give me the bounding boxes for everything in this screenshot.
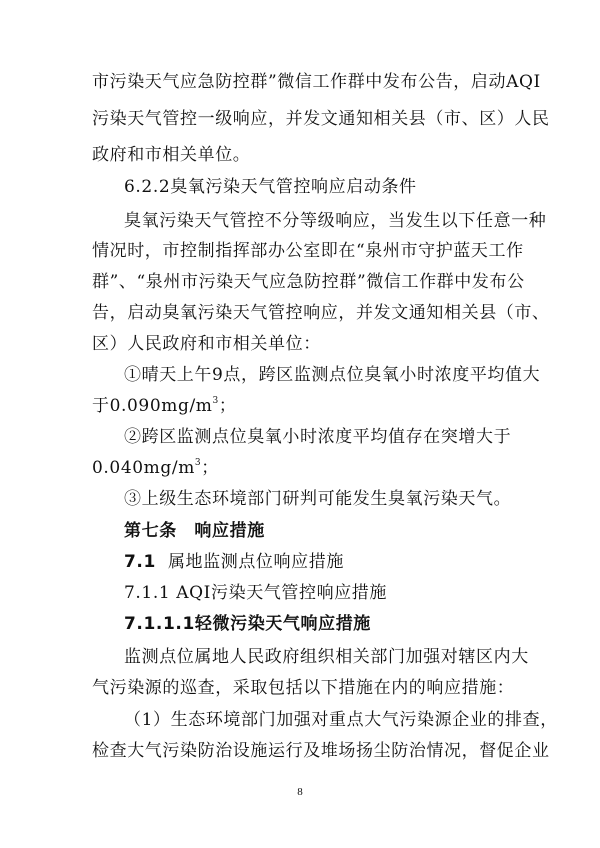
section-heading-6-2-2: 6.2.2臭氧污染天气管控响应启动条件 bbox=[124, 177, 417, 197]
text-line: 臭氧污染天气管控不分等级响应，当发生以下任意一种 bbox=[124, 211, 547, 231]
section-title: 属地监测点位响应措施 bbox=[167, 552, 344, 572]
condition-2-unit: 0.040mg/m bbox=[92, 458, 195, 478]
text-line: 气污染源的巡查，采取包括以下措施在内的响应措施： bbox=[92, 678, 515, 698]
text-line: 区）人民政府和市相关单位： bbox=[92, 334, 321, 354]
condition-2-value bbox=[92, 456, 219, 480]
condition-3-line: ③上级生态环境部门研判可能发生臭氧污染天气。 bbox=[124, 489, 512, 509]
measure-1-line: （1）生态环境部门加强对重点大气污染源企业的排查， bbox=[124, 710, 558, 730]
punctuation: ； bbox=[218, 396, 237, 416]
section-heading-7-1-1: 7.1.1 AQI污染天气管控响应措施 bbox=[124, 583, 387, 603]
text-line: 群”、“泉州市污染天气应急防控群”微信工作群中发布公 bbox=[92, 272, 525, 292]
condition-1-value bbox=[92, 394, 236, 418]
superscript: 3 bbox=[212, 396, 219, 406]
text-line: 情况时，市控制指挥部办公室即在“泉州市守护蓝天工作 bbox=[92, 241, 524, 261]
text-line: 告，启动臭氧污染天气管控响应，并发文通知相关县（市、 bbox=[92, 303, 550, 323]
text-line: 检查大气污染防治设施运行及堆场扬尘防治情况，督促企业 bbox=[92, 741, 550, 761]
section-number: 7.1 bbox=[124, 552, 156, 572]
article-7-heading: 第七条 响应措施 bbox=[124, 521, 265, 541]
section-heading-7-1-1-1: 7.1.1.1轻微污染天气响应措施 bbox=[124, 614, 371, 634]
text-line: 政府和市相关单位。 bbox=[92, 145, 251, 165]
superscript: 3 bbox=[194, 458, 202, 468]
section-heading-7-1 bbox=[124, 550, 344, 574]
text-line: 污染天气管控一级响应，并发文通知相关县（市、区）人民 bbox=[92, 109, 550, 129]
condition-1-line: ①晴天上午9点，跨区监测点位臭氧小时浓度平均值大 bbox=[124, 365, 541, 385]
condition-1-unit: 于0.090mg/m bbox=[92, 396, 213, 416]
page-number: 8 bbox=[297, 786, 303, 798]
text-line: 市污染天气应急防控群”微信工作群中发布公告，启动AQI bbox=[92, 72, 541, 92]
punctuation: ； bbox=[201, 458, 219, 478]
condition-2-line: ②跨区监测点位臭氧小时浓度平均值存在突增大于 bbox=[124, 427, 512, 447]
text-line: 监测点位属地人民政府组织相关部门加强对辖区内大 bbox=[124, 647, 529, 667]
